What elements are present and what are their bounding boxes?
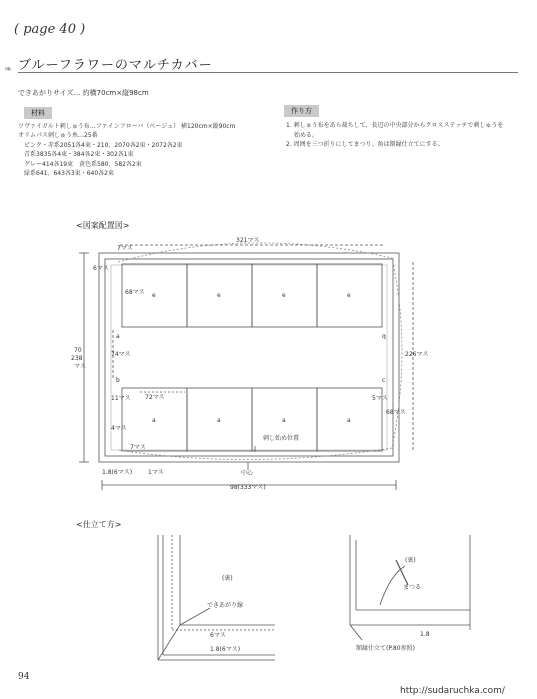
layout-diagram-title: <図案配置図>: [76, 221, 130, 230]
materials-line: 緑系641、643各3束・640各2束: [24, 170, 114, 178]
source-url: http://sudaruchka.com/: [400, 686, 505, 696]
left-4-label: 4マス: [111, 425, 127, 432]
page-reference: ( page 40 ): [14, 22, 86, 37]
right-back-label: (裏): [405, 557, 416, 564]
method-step: 1. 刺しゅう布をあら裁ちして、長辺の中央部分からクロスステッチで刺しゅうを: [286, 122, 504, 129]
top-motif-letter: e: [217, 292, 221, 299]
miter-leader: [350, 625, 362, 640]
left-total-unit: マス: [74, 363, 87, 370]
page-title: ブルーフラワーのマルチカバー: [18, 58, 213, 73]
left-one-eight-label: 1.8(6マス): [210, 646, 241, 653]
left-6-label: 6マス: [93, 265, 109, 272]
center-label: 中心: [241, 470, 254, 477]
top-68-label: 68マス: [125, 289, 145, 296]
right-68-label: 68マス: [386, 409, 406, 416]
bottom-total-label: 98(333マス): [230, 484, 266, 491]
right-one-eight-label: 1.8: [420, 631, 430, 638]
left-11-label: 11マス: [111, 395, 131, 402]
overall-outline: [118, 243, 402, 460]
left-74-label: 74マス: [111, 351, 131, 358]
leader-line: [180, 608, 210, 625]
bottom-7-label: 7マス: [130, 444, 146, 451]
bottom-1-8-label: 1.8(6マス): [102, 469, 133, 476]
finishing-left-diagram: [158, 535, 275, 660]
fabric-inner-border: [105, 259, 393, 456]
fabric-outer-border: [99, 253, 399, 462]
finish-line-label: できあがり線: [207, 602, 244, 609]
bottom-motif-letter: a: [282, 417, 286, 424]
left-total-238: 238: [71, 355, 83, 362]
page-number: 94: [18, 672, 30, 682]
bottom-1-label: 1マス: [148, 469, 164, 476]
corner-mark-a: a: [116, 333, 120, 340]
materials-line: グレー414各19束 黄色系580、582各2束: [24, 160, 142, 168]
materials-heading: 材料: [24, 107, 52, 119]
left-7-label: 7マス: [117, 245, 133, 252]
left-six-label: 6マス: [210, 632, 226, 639]
blind-stitch-label: まつる: [403, 584, 422, 591]
top-motif-letter: e: [282, 292, 286, 299]
bottom-motif-letter: a: [347, 417, 351, 424]
method-step: 始める。: [294, 131, 319, 139]
left-back-label: (裏): [222, 575, 233, 582]
right-5-label: 5マス: [372, 395, 388, 402]
right-226-label: 226マス: [405, 351, 429, 358]
method-step: 2. 周囲を三つ折りにしてまつり、角は額縁仕立てにする。: [286, 141, 444, 149]
top-width-label: 321マス: [236, 237, 260, 244]
corner-mark-c: c: [382, 377, 386, 384]
finished-size: できあがりサイズ… 約横70cm×縦98cm: [18, 89, 149, 97]
mitered-label: 額縁仕立て(P.80参照): [356, 645, 415, 652]
method-heading: 作り方: [284, 105, 319, 117]
materials-line: ピンク・赤系2051各4束・210、2070各2束・2072各2束: [24, 141, 183, 149]
materials-line: ツヴァイガルト刺しゅう布…ファインフローバ（ベージュ） 横120cm×縦90cm: [18, 123, 236, 130]
materials-line: オリムパス刺しゅう糸…25番: [18, 132, 98, 140]
flourish-ornament: ❧: [4, 64, 13, 75]
finishing-title: <仕立て方>: [76, 520, 122, 529]
top-motif-letter: e: [347, 292, 351, 299]
bottom-motif-letter: a: [152, 417, 156, 424]
corner-mark-q: q: [382, 333, 386, 340]
left-total-70: 70: [74, 347, 82, 354]
top-motif-letter: e: [152, 292, 156, 299]
materials-line: 青系3835各4束・384各2束・302各1束: [24, 151, 134, 159]
bottom-motif-letter: a: [217, 417, 221, 424]
corner-mark-b: b: [116, 377, 120, 384]
start-point-label: 刺し始め位置: [263, 435, 300, 442]
mid-72-label: 72マス: [145, 394, 165, 401]
